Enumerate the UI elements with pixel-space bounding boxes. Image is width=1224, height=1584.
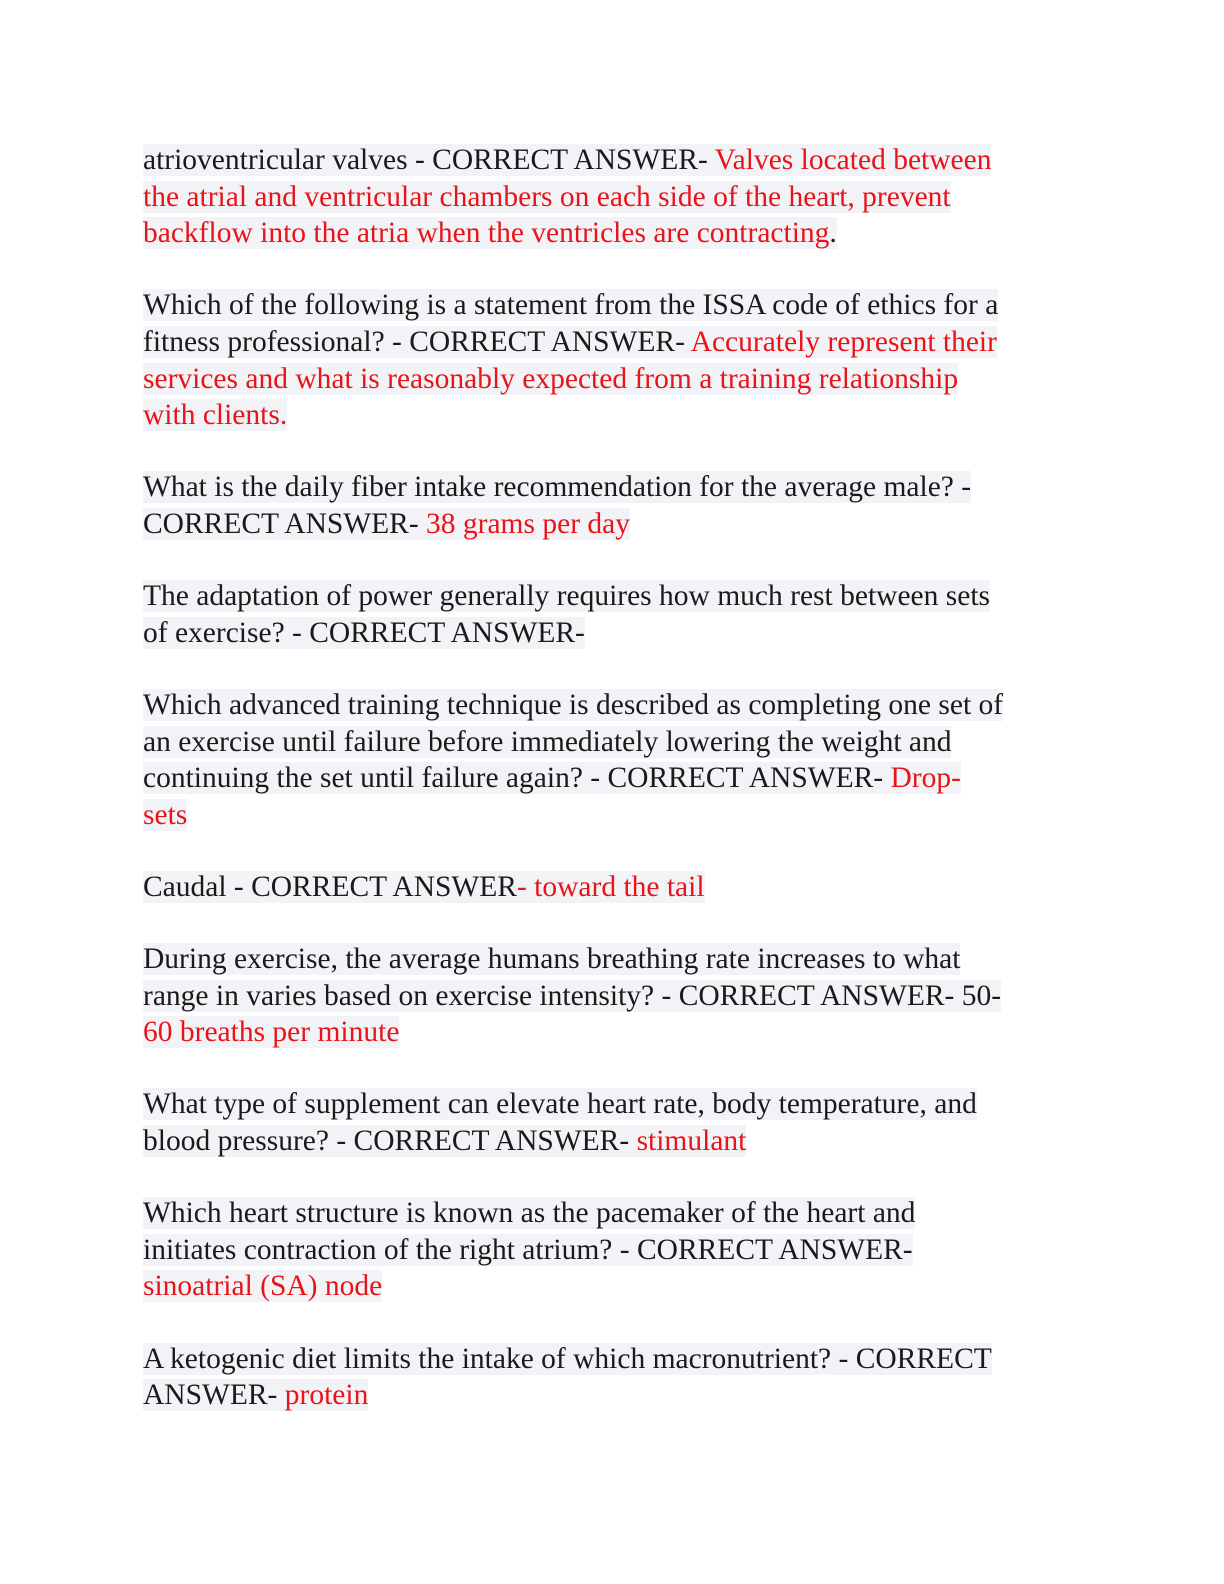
- qa-item: [143, 1341, 1078, 1414]
- line-highlight: [143, 871, 705, 903]
- question-text: continuing the set until failure again? - CORRECT ANSWER-: [143, 762, 891, 795]
- text-line: [143, 869, 1078, 906]
- text-line: [143, 361, 1078, 398]
- qa-item: [143, 469, 1078, 542]
- text-line: [143, 1232, 1078, 1269]
- line-highlight: [143, 1125, 746, 1157]
- answer-text: - toward the tail: [516, 870, 705, 903]
- text-line: [143, 978, 1078, 1015]
- line-highlight: [143, 181, 951, 213]
- text-line: [143, 215, 1078, 252]
- text-line: [143, 724, 1078, 761]
- answer-text: services and what is reasonably expected from a training relationship: [143, 362, 959, 395]
- text-line: [143, 687, 1078, 724]
- line-highlight: [143, 508, 630, 540]
- line-highlight: [143, 617, 585, 649]
- text-line: [143, 1014, 1078, 1051]
- text-line: [143, 760, 1078, 797]
- question-text: A ketogenic diet limits the intake of which macronutrient? - CORRECT: [143, 1342, 992, 1375]
- qa-item: [143, 1195, 1078, 1305]
- line-highlight: [143, 799, 187, 831]
- qa-item: [143, 687, 1078, 833]
- line-highlight: [143, 1234, 913, 1266]
- line-highlight: [143, 689, 1003, 721]
- answer-text: the atrial and ventricular chambers on each side of the heart, prevent: [143, 180, 951, 213]
- answer-text: 60 breaths per minute: [143, 1016, 400, 1049]
- line-highlight: [143, 762, 961, 794]
- text-line: [143, 324, 1078, 361]
- answer-text: Drop-: [890, 762, 961, 795]
- answer-text: sinoatrial (SA) node: [143, 1270, 383, 1303]
- text-line: [143, 469, 1078, 506]
- text-line: [143, 142, 1078, 179]
- text-line: [143, 941, 1078, 978]
- question-text: fitness professional? - CORRECT ANSWER-: [143, 325, 691, 358]
- question-text: What is the daily fiber intake recommendation for the average male? -: [143, 471, 972, 504]
- question-text: initiates contraction of the right atrium? - CORRECT ANSWER-: [143, 1233, 913, 1266]
- text-line: [143, 397, 1078, 434]
- question-text: .: [829, 217, 837, 250]
- answer-text: 38 grams per day: [426, 507, 630, 540]
- qa-item: [143, 869, 1078, 906]
- question-text: atrioventricular valves - CORRECT ANSWER-: [143, 144, 715, 176]
- line-highlight: [143, 580, 990, 612]
- text-line: [143, 1195, 1078, 1232]
- question-text: ANSWER-: [143, 1379, 285, 1412]
- question-text: an exercise until failure before immediately lowering the weight and: [143, 725, 952, 758]
- line-highlight: [143, 363, 958, 395]
- question-text: range in varies based on exercise intensity? - CORRECT ANSWER- 50-: [143, 979, 1002, 1012]
- line-highlight: [143, 1270, 382, 1302]
- question-text: blood pressure? - CORRECT ANSWER-: [143, 1125, 637, 1158]
- text-line: [143, 1123, 1078, 1160]
- qa-item: [143, 1086, 1078, 1159]
- document-page: [143, 142, 1078, 1449]
- question-text: What type of supplement can elevate heart rate, body temperature, and: [143, 1088, 977, 1121]
- question-text: The adaptation of power generally requires how much rest between sets: [143, 580, 991, 613]
- answer-text: Accurately represent their: [690, 325, 997, 358]
- text-line: [143, 1086, 1078, 1123]
- line-highlight: [143, 980, 1001, 1012]
- answer-text: with clients.: [143, 399, 288, 432]
- question-text: Which advanced training technique is described as completing one set of: [143, 688, 1004, 721]
- text-line: [143, 506, 1078, 543]
- line-highlight: [143, 144, 991, 176]
- line-highlight: [143, 1343, 992, 1375]
- line-highlight: [143, 471, 971, 503]
- line-highlight: [143, 1088, 977, 1120]
- answer-text: sets: [143, 798, 188, 831]
- answer-text: protein: [284, 1379, 369, 1412]
- qa-list: [143, 142, 1078, 1414]
- qa-item: [143, 578, 1078, 651]
- line-highlight: [143, 726, 951, 758]
- line-highlight: [143, 289, 998, 321]
- line-highlight: [143, 399, 287, 431]
- text-line: [143, 615, 1078, 652]
- qa-item: [143, 142, 1078, 252]
- line-highlight: [143, 943, 960, 975]
- question-text: Which of the following is a statement from the ISSA code of ethics for a: [143, 289, 999, 322]
- text-line: [143, 797, 1078, 834]
- line-highlight: [143, 1197, 915, 1229]
- text-line: [143, 287, 1078, 324]
- question-text: Which heart structure is known as the pacemaker of the heart and: [143, 1197, 916, 1230]
- question-text: Caudal - CORRECT ANSWER: [143, 870, 517, 903]
- answer-text: backflow into the atria when the ventricles are contracting: [143, 217, 830, 250]
- text-line: [143, 1268, 1078, 1305]
- question-text: of exercise? - CORRECT ANSWER-: [143, 616, 585, 649]
- line-highlight: [143, 1016, 399, 1048]
- text-line: [143, 179, 1078, 216]
- text-line: [143, 578, 1078, 615]
- question-text: CORRECT ANSWER-: [143, 507, 427, 540]
- answer-text: Valves located between: [714, 144, 992, 176]
- text-line: [143, 1377, 1078, 1414]
- line-highlight: [143, 1379, 368, 1411]
- line-highlight: [143, 326, 997, 358]
- text-line: [143, 1341, 1078, 1378]
- qa-item: [143, 287, 1078, 433]
- qa-item: [143, 941, 1078, 1051]
- answer-text: stimulant: [636, 1125, 747, 1158]
- question-text: During exercise, the average humans breathing rate increases to what: [143, 943, 961, 976]
- line-highlight: [143, 217, 837, 249]
